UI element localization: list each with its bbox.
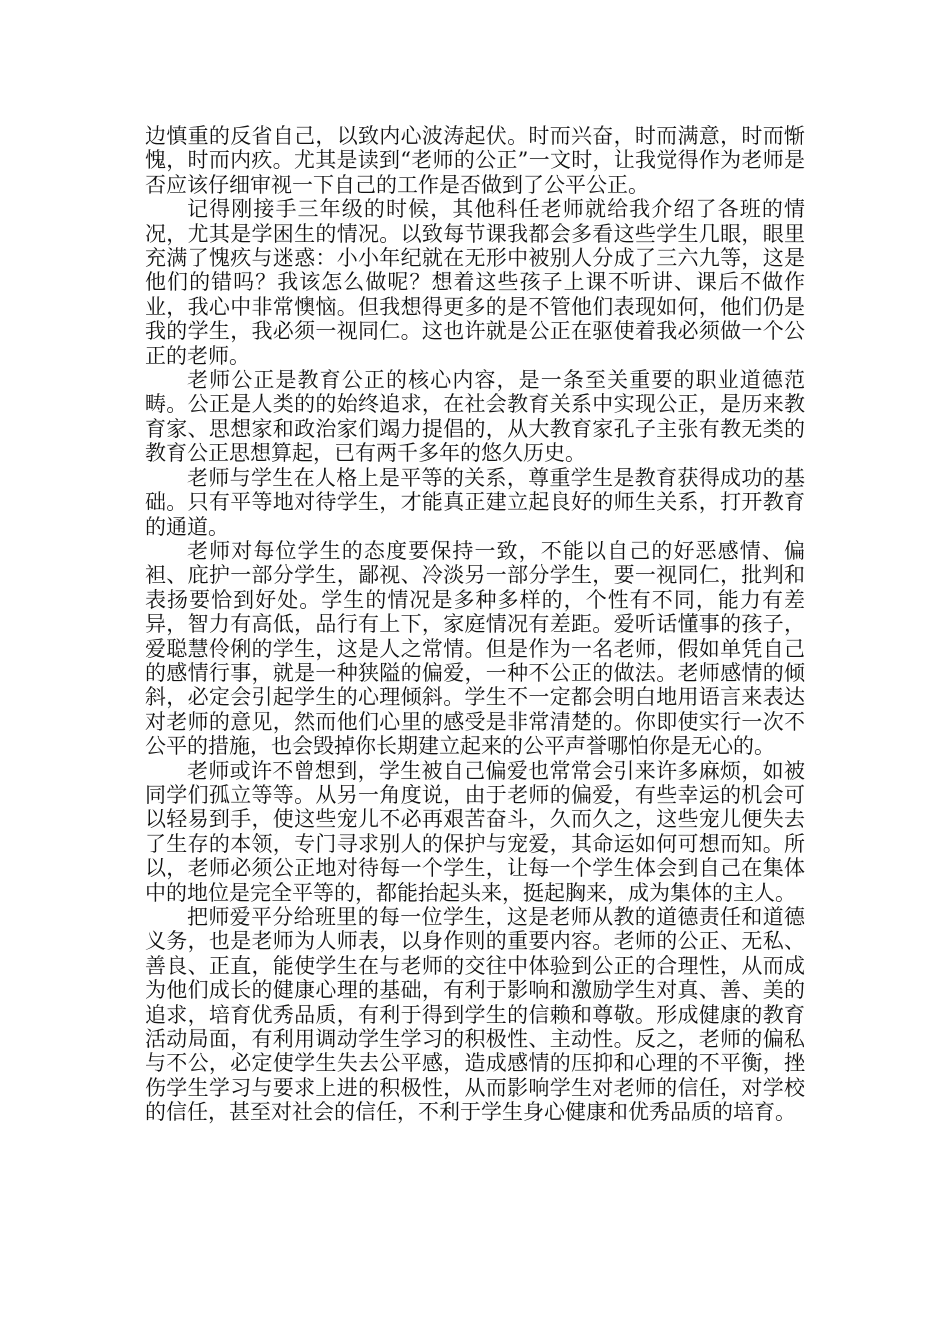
paragraph-continued: 边慎重的反省自己，以致内心波涛起伏。时而兴奋，时而满意，时而惭愧，时而内疚。尤其是读到“老师的公正”一文时，让我觉得作为老师是否应该仔细审视一下自己的工作是否做到了公平公正。 [145, 124, 805, 197]
document-body [145, 124, 805, 1125]
paragraph: 老师或许不曾想到，学生被自己偏爱也常常会引来许多麻烦，如被同学们孤立等等。从另一角度说，由于老师的偏爱，有些幸运的机会可以轻易到手，使这些宠儿不必再艰苦奋斗，久而久之，这些宠儿便失去了生存的本领，专门寻求别人的保护与宠爱，其命运如何可想而知。所以，老师必须公正地对待每一个学生，让每一个学生体会到自己在集体中的地位是完全平等的，都能抬起头来，挺起胸来，成为集体的主人。 [145, 758, 805, 905]
paragraph: 记得刚接手三年级的时候，其他科任老师就给我介绍了各班的情况，尤其是学困生的情况。以致每节课我都会多看这些学生几眼，眼里充满了愧疚与迷惑：小小年纪就在无形中被别人分成了三六九等，这是他们的错吗？我该怎么做呢？想着这些孩子上课不听讲、课后不做作业，我心中非常懊恼。但我想得更多的是不管他们表现如何，他们仍是我的学生，我必须一视同仁。这也许就是公正在驱使着我必须做一个公正的老师。 [145, 197, 805, 368]
paragraph: 老师对每位学生的态度要保持一致，不能以自己的好恶感情、偏袒、庇护一部分学生，鄙视、冷淡另一部分学生，要一视同仁，批判和表扬要恰到好处。学生的情况是多种多样的，个性有不同，能力有差异，智力有高低，品行有上下，家庭情况有差距。爱听话懂事的孩子，爱聪慧伶俐的学生，这是人之常情。但是作为一名老师，假如单凭自己的感情行事，就是一种狭隘的偏爱，一种不公正的做法。老师感情的倾斜，必定会引起学生的心理倾斜。学生不一定都会明白地用语言来表达对老师的意见，然而他们心里的感受是非常清楚的。你即使实行一次不公平的措施，也会毁掉你长期建立起来的公平声誉哪怕你是无心的。 [145, 538, 805, 759]
paragraph: 把师爱平分给班里的每一位学生，这是老师从教的道德责任和道德义务，也是老师为人师表，以身作则的重要内容。老师的公正、无私、善良、正直，能使学生在与老师的交往中体验到公正的合理性，从而成为他们成长的健康心理的基础，有利于影响和激励学生对真、善、美的追求，培育优秀品质，有利于得到学生的信赖和尊敬。形成健康的教育活动局面，有利用调动学生学习的积极性、主动性。反之，老师的偏私与不公，必定使学生失去公平感，造成感情的压抑和心理的不平衡，挫伤学生学习与要求上进的积极性，从而影响学生对老师的信任，对学校的信任，甚至对社会的信任，不利于学生身心健康和优秀品质的培育。 [145, 905, 805, 1125]
paragraph: 老师公正是教育公正的核心内容，是一条至关重要的职业道德范畴。公正是人类的的始终追求，在社会教育关系中实现公正，是历来教育家、思想家和政治家们竭力提倡的，从大教育家孔子主张有教无类的教育公正思想算起，已有两千多年的悠久历史。 [145, 368, 805, 466]
paragraph: 老师与学生在人格上是平等的关系，尊重学生是教育获得成功的基础。只有平等地对待学生，才能真正建立起良好的师生关系，打开教育的通道。 [145, 465, 805, 539]
